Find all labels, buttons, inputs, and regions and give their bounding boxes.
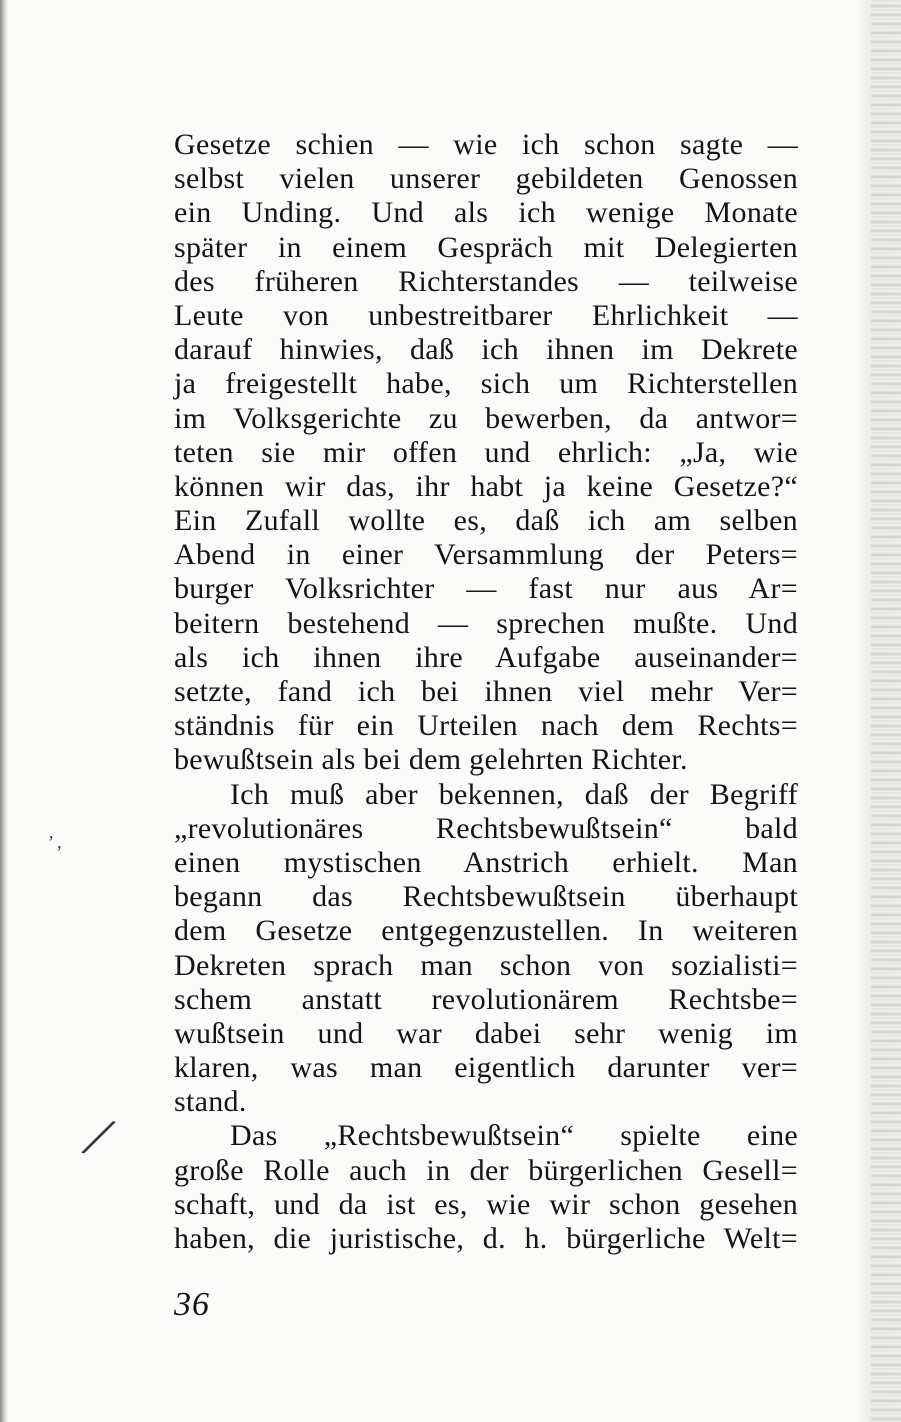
text-line: wußtsein und war dabei sehr wenig im — [174, 1016, 798, 1050]
text-line: haben, die juristische, d. h. bürgerliche Welt= — [174, 1222, 798, 1255]
text-line: burger Volksrichter — fast nur aus Ar= — [174, 572, 798, 606]
text-line: ja freigestellt habe, sich um Richterstellen — [174, 367, 798, 401]
text-line: große Rolle auch in der bürgerlichen Gesell= — [174, 1153, 798, 1187]
text-line: schem anstatt revolutionärem Rechtsbe= — [174, 982, 798, 1016]
text-line: dem Gesetze entgegenzustellen. In weiteren — [174, 914, 798, 948]
text-line: beitern bestehend — sprechen mußte. Und — [174, 606, 798, 640]
text-line: setzte, fand ich bei ihnen viel mehr Ver= — [174, 675, 798, 708]
page-edge-right — [871, 0, 901, 1422]
body-text — [174, 128, 798, 1256]
text-line: teten sie mir offen und ehrlich: „Ja, wie — [174, 435, 798, 469]
text-line: als ich ihnen ihre Aufgabe auseinander= — [174, 640, 798, 674]
text-line: schaft, und da ist es, wie wir schon gesehen — [174, 1187, 798, 1221]
text-line: klaren, was man eigentlich darunter ver= — [174, 1051, 798, 1085]
page-number: 36 — [174, 1286, 210, 1323]
text-line: Abend in einer Versammlung der Peters= — [174, 538, 798, 572]
text-line: bewußtsein als bei dem gelehrten Richter. — [174, 743, 688, 777]
text-line: Dekreten sprach man schon von sozialisti= — [174, 948, 798, 982]
text-line: einen mystischen Anstrich erhielt. Man — [174, 845, 798, 879]
text-line: begann das Rechtsbewußtsein überhaupt — [174, 880, 798, 914]
text-line: darauf hinwies, daß ich ihnen im Dekrete — [174, 333, 798, 367]
text-line: können wir das, ihr habt ja keine Gesetze?“ — [174, 469, 798, 503]
text-line: Ein Zufall wollte es, daß ich am selben — [174, 504, 798, 538]
text-line: des früheren Richterstandes — teilweise — [174, 264, 798, 298]
text-line: „revolutionäres Rechtsbewußtsein“ bald — [174, 811, 798, 845]
margin-ink-mark: ’ , — [48, 832, 62, 852]
text-line: Gesetze schien — wie ich schon sagte — — [174, 128, 798, 161]
text-line: selbst vielen unserer gebildeten Genossen — [174, 162, 798, 196]
text-line: Ich muß aber bekennen, daß der Begriff — [230, 777, 798, 811]
text-line: später in einem Gespräch mit Delegierten — [174, 230, 798, 264]
page-edge-left — [0, 0, 8, 1422]
text-line: Das „Rechtsbewußtsein“ spielte eine — [230, 1119, 798, 1153]
text-line: stand. — [174, 1085, 247, 1119]
margin-ink-mark: ╱ — [82, 1117, 114, 1160]
text-line: ein Unding. Und als ich wenige Monate — [174, 196, 798, 230]
text-line: im Volksgerichte zu bewerben, da antwor= — [174, 401, 798, 435]
text-line: ständnis für ein Urteilen nach dem Rechts= — [174, 709, 798, 743]
text-line: Leute von unbestreitbarer Ehrlichkeit — — [174, 298, 798, 332]
